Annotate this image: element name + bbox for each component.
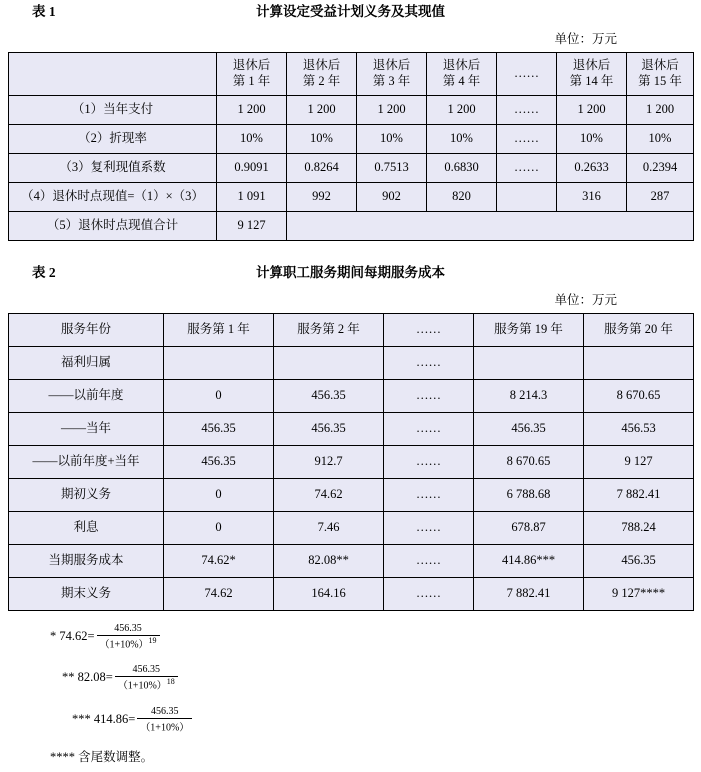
footnote-3-fraction [137,706,192,733]
table2-row-label: ——以前年度+当年 [9,446,164,479]
table1-cell: 9 127 [217,212,287,241]
table1-title: 计算设定受益计划义务及其现值 [256,4,445,19]
table2-row-label: 福利归属 [9,347,164,380]
table1-cell: 10% [357,125,427,154]
table1-cell: 0.2633 [557,154,627,183]
table2-cell: 0 [164,479,274,512]
table2-cell: 788.24 [584,512,694,545]
table1-row-label: （1）当年支付 [9,96,217,125]
table1-cell: 1 200 [427,96,497,125]
table2-cell: 9 127 [584,446,694,479]
table-row [9,545,694,578]
table1-cell: 0.2394 [627,154,694,183]
footnote-2-fraction [115,664,178,691]
table2-cell: 456.53 [584,413,694,446]
table2-cell [274,347,384,380]
table2-cell: 82.08** [274,545,384,578]
table2-cell [474,347,584,380]
footnote-3-numerator: 456.35 [137,706,192,719]
table2-cell: …… [384,545,474,578]
table1-cell: 0.7513 [357,154,427,183]
footnote-3-denominator: （1+10%） [140,721,190,733]
table1-row-label: （4）退休时点现值=（1）×（3） [9,183,217,212]
table2-cell: 414.86*** [474,545,584,578]
table2-cell: 456.35 [274,413,384,446]
table-row [9,125,694,154]
table1-cell: …… [497,154,557,183]
table2-cell: 74.62 [164,578,274,611]
table1-unit: 单位：万元 [554,32,617,46]
table2-cell: 7 882.41 [474,578,584,611]
table2-header-cell: 服务第 19 年 [474,314,584,347]
table1-cell: 316 [557,183,627,212]
table2-header-cell: …… [384,314,474,347]
table2-row-label: ——当年 [9,413,164,446]
table1-cell: 10% [217,125,287,154]
table-row [9,380,694,413]
table1-cell: 1 200 [557,96,627,125]
table-row [9,347,694,380]
table1-cell: 1 200 [357,96,427,125]
table1-cell: 1 091 [217,183,287,212]
table1-cell: 10% [427,125,497,154]
table2-row-label: 期初义务 [9,479,164,512]
table1-header-cell: 退休后 第 15 年 [627,53,694,96]
table2-cell: 456.35 [274,380,384,413]
footnote-3 [36,706,693,733]
table1-cell: 992 [287,183,357,212]
footnote-2-numerator: 456.35 [115,664,178,677]
table2-header-row [9,314,694,347]
table2-cell: 456.35 [164,446,274,479]
table2-cell: 912.7 [274,446,384,479]
table2-cell: …… [384,446,474,479]
table2-cell: 8 670.65 [474,446,584,479]
table2-cell: 0 [164,380,274,413]
table1-cell: 902 [357,183,427,212]
table2-wrapper [8,313,693,611]
table2-cell: 7 882.41 [584,479,694,512]
table-row [9,512,694,545]
table1 [8,52,694,241]
table1-cell-blank [287,212,694,241]
table2-title: 计算职工服务期间每期服务成本 [256,265,445,280]
table2-cell: …… [384,479,474,512]
table2-header-cell: 服务第 20 年 [584,314,694,347]
footnote-4: **** 含尾数调整。 [50,749,154,764]
table2-header-cell: 服务年份 [9,314,164,347]
footnote-2-denominator: $(1+10\%)^{18}$ [117,677,175,692]
table-row [9,578,694,611]
footnote-1-exponent: 19 [148,636,157,645]
table2-cell: 678.87 [474,512,584,545]
table2-label: 表 2 [32,265,56,280]
table2-cell: …… [384,380,474,413]
table2-cell: …… [384,347,474,380]
table1-cell: 0.6830 [427,154,497,183]
table2-cell: 164.16 [274,578,384,611]
table1-header-cell: 退休后 第 3 年 [357,53,427,96]
table2-cell: 74.62 [274,479,384,512]
table-row [9,479,694,512]
table2-cell: 0 [164,512,274,545]
table1-cell: 10% [557,125,627,154]
table1-cell [497,183,557,212]
table1-label: 表 1 [32,4,56,19]
table2-cell: 8 214.3 [474,380,584,413]
footnotes [8,623,693,765]
table1-cell: 820 [427,183,497,212]
table1-cell: 1 200 [627,96,694,125]
table1-header-cell: 退休后 第 1 年 [217,53,287,96]
table2-cell [584,347,694,380]
table-row [9,154,694,183]
table1-cell: …… [497,125,557,154]
footnote-2-exponent: 18 [166,677,175,687]
table1-cell: 10% [627,125,694,154]
table2-row-label: 当期服务成本 [9,545,164,578]
table2-cell: …… [384,512,474,545]
footnote-1-denominator: $(1+10\%)^{19}$ [99,636,157,651]
table2-cell: 456.35 [474,413,584,446]
table-row [9,413,694,446]
table2-cell: 456.35 [164,413,274,446]
footnote-1-fraction [97,623,160,650]
table1-header-cell: 退休后 第 14 年 [557,53,627,96]
table2-row-label: ——以前年度 [9,380,164,413]
table-row [9,96,694,125]
table2-header-cell: 服务第 2 年 [274,314,384,347]
table2-cell [164,347,274,380]
table1-cell: 0.8264 [287,154,357,183]
table1-header-cell: 退休后 第 4 年 [427,53,497,96]
table-row [9,446,694,479]
table1-row-label: （2）折现率 [9,125,217,154]
footnote-1-lead: * 74.62= [50,629,95,644]
table1-cell: 0.9091 [217,154,287,183]
table1-header-cell: 退休后 第 2 年 [287,53,357,96]
table1-cell: 287 [627,183,694,212]
table2-row-label: 利息 [9,512,164,545]
table2-cell: …… [384,578,474,611]
table-row [9,183,694,212]
table2-cell: 74.62* [164,545,274,578]
table2 [8,313,694,611]
table1-row-label: （5）退休时点现值合计 [9,212,217,241]
table1-row-label: （3）复利现值系数 [9,154,217,183]
table2-unit: 单位：万元 [554,293,617,307]
table1-cell: 1 200 [287,96,357,125]
table1-cell: …… [497,96,557,125]
table1-header-cell [9,53,217,96]
table2-cell: 7.46 [274,512,384,545]
table1-header-row [9,53,694,96]
footnote-2-lead: ** 82.08= [62,670,113,685]
table1-header-line [8,0,693,20]
footnote-1-numerator: 456.35 [97,623,160,636]
table-row [9,212,694,241]
table1-header-cell: …… [497,53,557,96]
table2-cell: 8 670.65 [584,380,694,413]
table2-header-line [8,261,693,281]
table1-cell: 10% [287,125,357,154]
table2-cell: 6 788.68 [474,479,584,512]
table2-cell: …… [384,413,474,446]
footnote-3-lead: *** 414.86= [72,711,136,726]
footnote-2 [36,664,693,691]
footnote-1 [36,623,693,650]
table2-cell: 9 127**** [584,578,694,611]
table2-row-label: 期末义务 [9,578,164,611]
table1-cell: 1 200 [217,96,287,125]
table2-cell: 456.35 [584,545,694,578]
table1-wrapper [8,52,693,241]
table2-header-cell: 服务第 1 年 [164,314,274,347]
